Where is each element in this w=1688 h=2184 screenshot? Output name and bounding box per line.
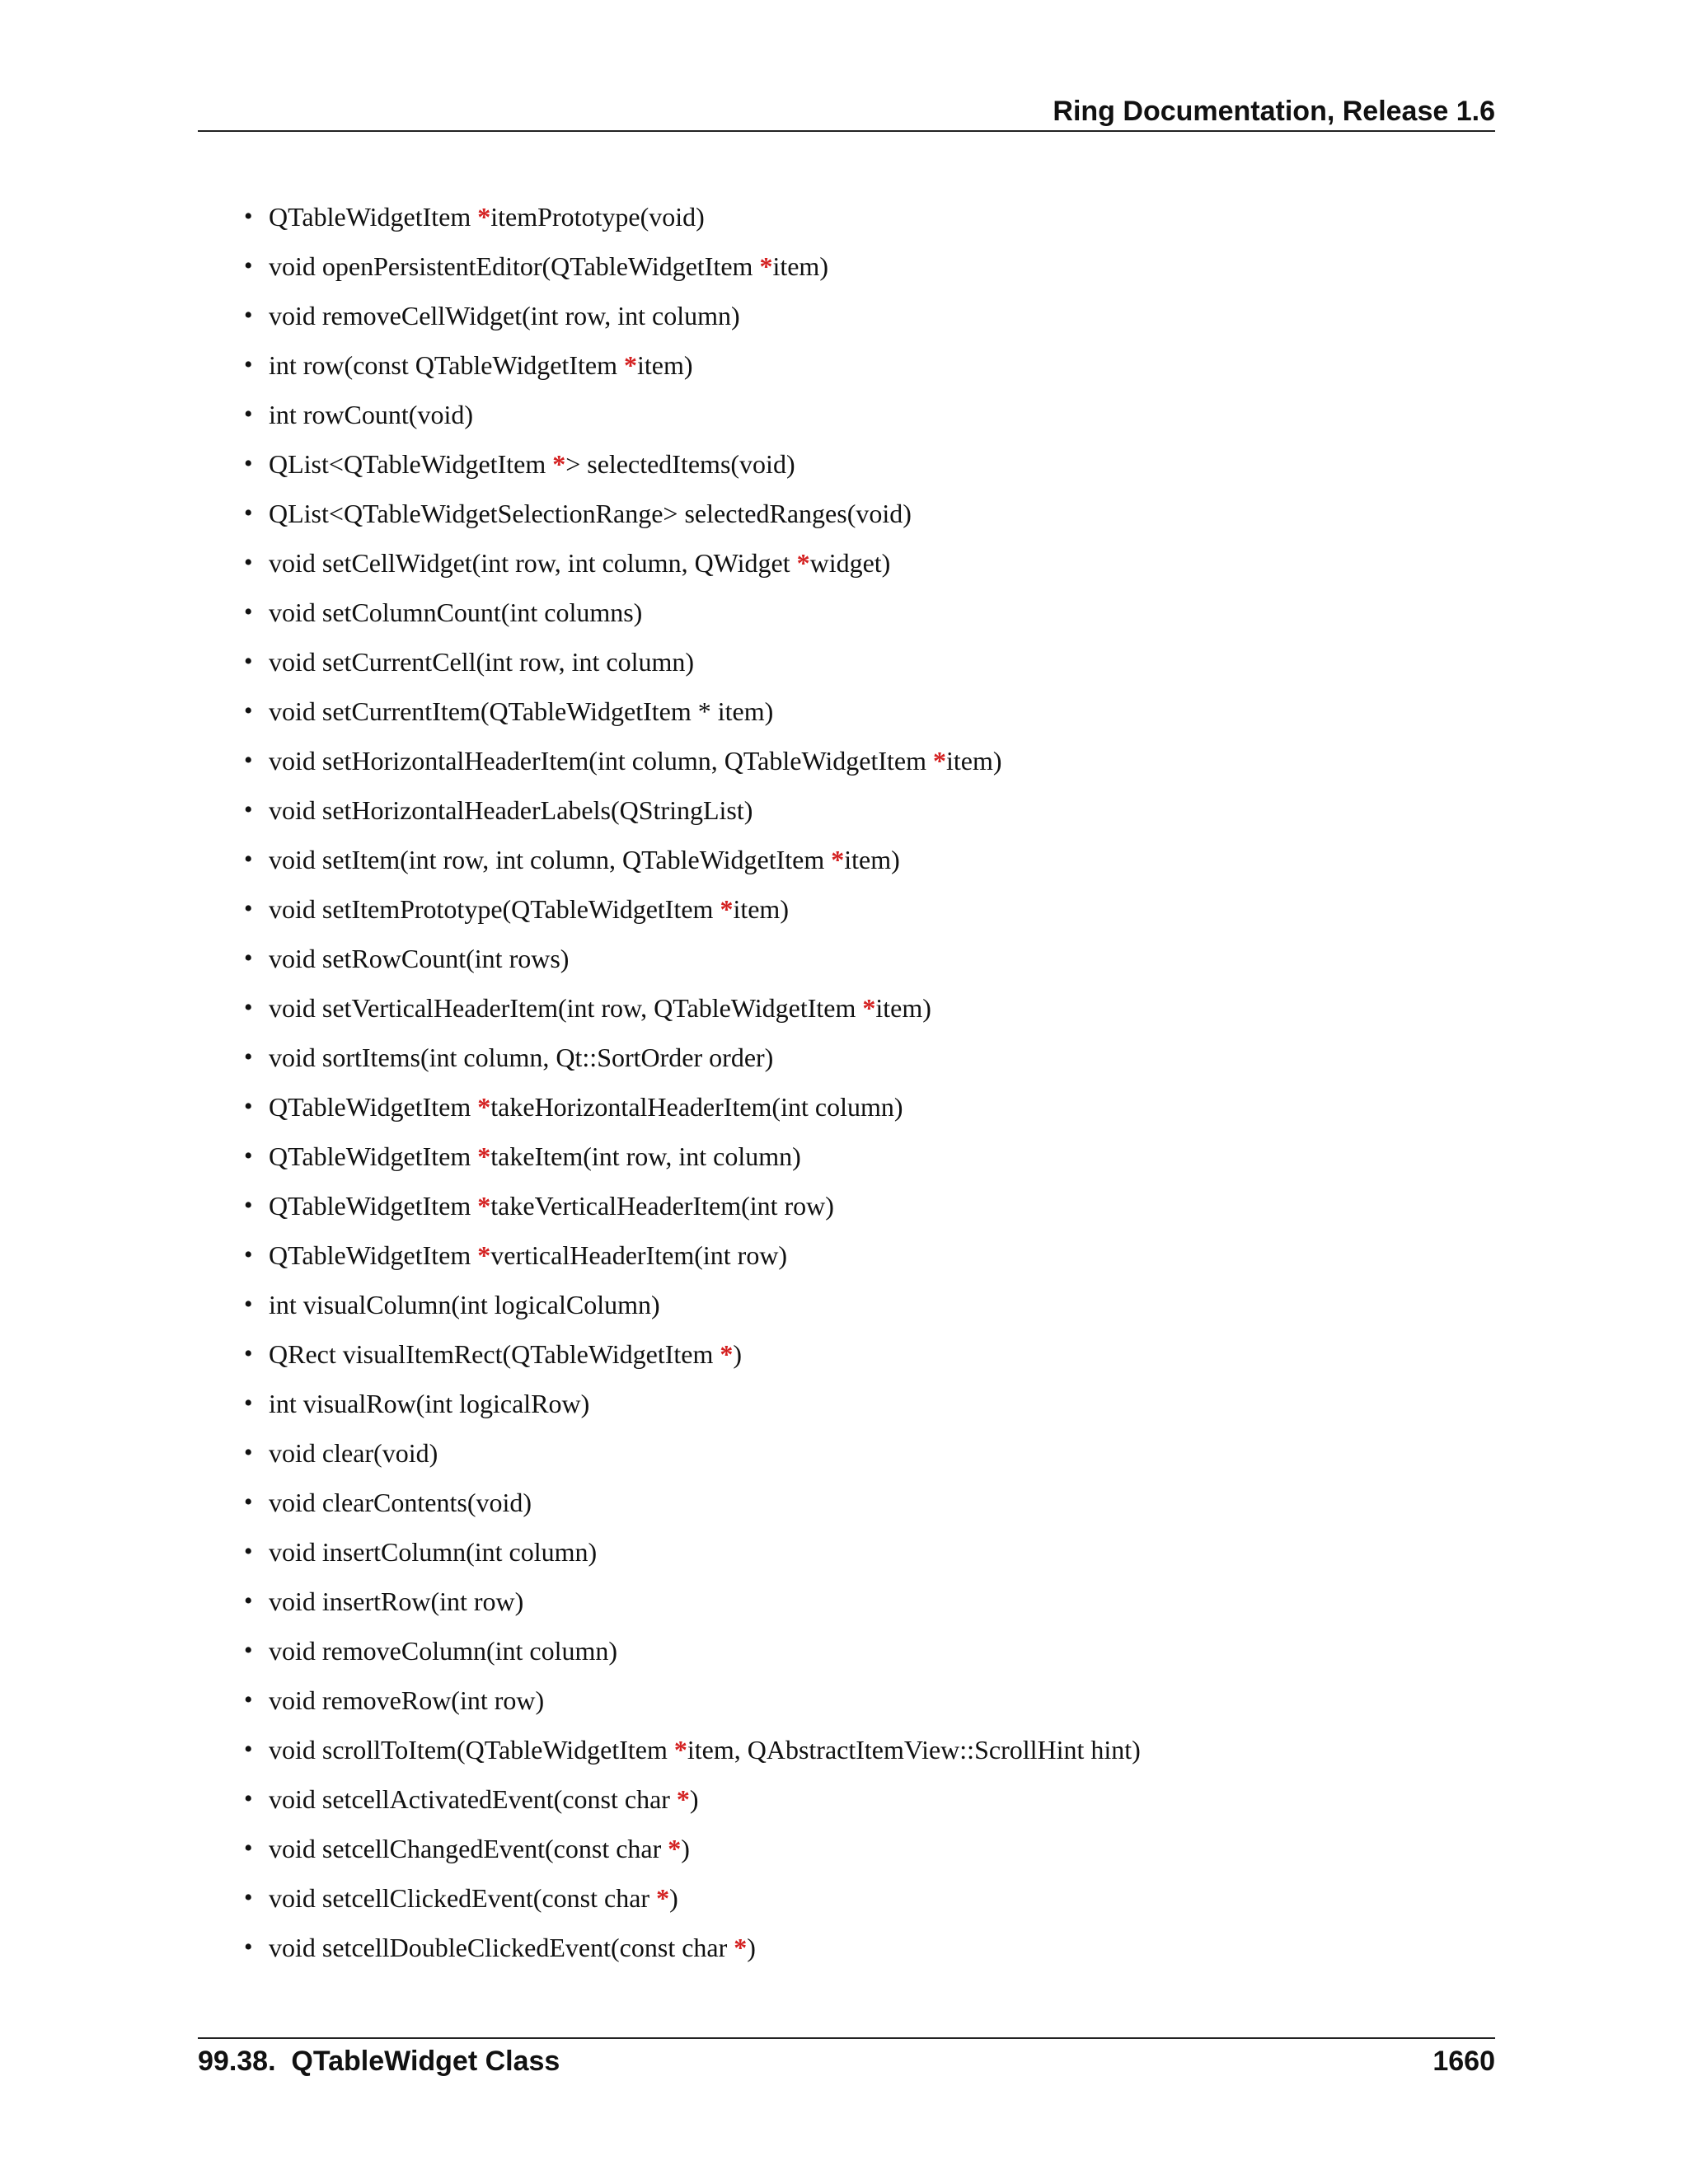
signature-text: void setHorizontalHeaderItem(int column, QTableWidgetItem (269, 746, 933, 776)
method-signature (269, 790, 753, 831)
bullet-icon: • (244, 944, 253, 972)
method-signature (269, 1630, 617, 1671)
bullet-icon: • (244, 1785, 253, 1812)
method-signature (269, 1383, 589, 1424)
signature-text: item, QAbstractItemView::ScrollHint hint) (687, 1735, 1141, 1765)
signature-text: void setcellDoubleClickedEvent(const char (269, 1933, 734, 1962)
bullet-icon: • (244, 1390, 253, 1417)
method-signature (269, 1877, 678, 1919)
pointer-asterisk: * (862, 993, 876, 1023)
bullet-icon: • (244, 697, 253, 724)
bullet-icon: • (244, 203, 253, 230)
method-signature (269, 1927, 756, 1968)
method-signature (269, 1729, 1141, 1770)
signature-text: takeHorizontalHeaderItem(int column) (490, 1092, 903, 1122)
bullet-icon: • (244, 499, 253, 527)
signature-text: int row(const QTableWidgetItem (269, 350, 625, 380)
header-rule (198, 130, 1495, 132)
method-signature (269, 542, 890, 583)
bullet-icon: • (244, 1439, 253, 1466)
method-signature (269, 1531, 597, 1572)
bullet-icon: • (244, 994, 253, 1021)
signature-text: void setcellClickedEvent(const char (269, 1883, 657, 1913)
signature-text: > selectedItems(void) (565, 449, 795, 479)
signature-text: void clearContents(void) (269, 1488, 532, 1517)
method-signature (269, 1581, 523, 1622)
signature-text: void sortItems(int column, Qt::SortOrder order) (269, 1043, 774, 1072)
signature-text: ) (733, 1339, 743, 1369)
signature-text: takeVerticalHeaderItem(int row) (490, 1191, 834, 1221)
pointer-asterisk: * (477, 1092, 491, 1122)
signature-text: ) (681, 1834, 690, 1863)
signature-text: void setCurrentCell(int row, int column) (269, 647, 695, 677)
method-signature (269, 1779, 699, 1820)
bullet-icon: • (244, 450, 253, 477)
method-signature (269, 443, 795, 485)
pointer-asterisk: * (673, 1735, 687, 1765)
bullet-icon: • (244, 401, 253, 428)
bullet-icon: • (244, 1241, 253, 1268)
signature-text: QTableWidgetItem (269, 1141, 478, 1171)
signature-text: void insertColumn(int column) (269, 1537, 598, 1567)
pointer-asterisk: * (831, 845, 845, 874)
signature-text: void clear(void) (269, 1438, 438, 1468)
bullet-icon: • (244, 796, 253, 823)
method-signature (269, 1482, 532, 1523)
signature-text: item) (945, 746, 1002, 776)
signature-text: void setColumnCount(int columns) (269, 598, 643, 627)
bullet-icon: • (244, 351, 253, 378)
bullet-icon: • (244, 895, 253, 922)
signature-text: QList<QTableWidgetSelectionRange> selectedRanges(void) (269, 499, 912, 528)
method-signature (269, 1086, 903, 1127)
bullet-icon: • (244, 1933, 253, 1961)
pointer-asterisk: * (796, 548, 810, 578)
signature-text: void setRowCount(int rows) (269, 944, 570, 973)
bullet-icon: • (244, 846, 253, 873)
signature-text: int visualColumn(int logicalColumn) (269, 1290, 660, 1319)
signature-text: int rowCount(void) (269, 400, 473, 429)
pointer-asterisk: * (624, 350, 638, 380)
bullet-icon: • (244, 1686, 253, 1713)
signature-text: void scrollToItem(QTableWidgetItem (269, 1735, 674, 1765)
method-signature (269, 592, 642, 633)
pointer-asterisk: * (932, 746, 946, 776)
pointer-asterisk: * (656, 1883, 670, 1913)
signature-text: verticalHeaderItem(int row) (490, 1240, 788, 1270)
bullet-icon: • (244, 1538, 253, 1565)
bullet-icon: • (244, 648, 253, 675)
signature-text: void setItem(int row, int column, QTableWidgetItem (269, 845, 832, 874)
signature-text: void setHorizontalHeaderLabels(QStringList) (269, 795, 753, 825)
pointer-asterisk: * (759, 251, 773, 281)
signature-text: widget) (809, 548, 891, 578)
bullet-icon: • (244, 1192, 253, 1219)
bullet-icon: • (244, 549, 253, 576)
method-signature (269, 1136, 801, 1177)
method-signature (269, 641, 694, 682)
signature-text: takeItem(int row, int column) (490, 1141, 801, 1171)
method-signature (269, 740, 1002, 781)
signature-text: void removeRow(int row) (269, 1685, 545, 1715)
pointer-asterisk: * (734, 1933, 748, 1962)
signature-text: void openPersistentEditor(QTableWidgetItem (269, 251, 760, 281)
signature-text: QTableWidgetItem (269, 1092, 478, 1122)
method-signature (269, 1680, 544, 1721)
method-signature (269, 493, 912, 534)
signature-text: void removeColumn(int column) (269, 1636, 618, 1666)
page-number: 1660 (1432, 2046, 1495, 2077)
pointer-asterisk: * (477, 202, 491, 232)
method-signature (269, 839, 900, 880)
bullet-icon: • (244, 1736, 253, 1763)
signature-text: void setCellWidget(int row, int column, QWidget (269, 548, 797, 578)
running-header-title: Ring Documentation, Release 1.6 (1053, 96, 1495, 127)
method-signature (269, 1828, 690, 1869)
bullet-icon: • (244, 302, 253, 329)
pointer-asterisk: * (552, 449, 566, 479)
method-signature (269, 1432, 438, 1474)
pointer-asterisk: * (720, 1339, 734, 1369)
signature-text: ) (669, 1883, 678, 1913)
pointer-asterisk: * (668, 1834, 682, 1863)
method-signature (269, 1235, 787, 1276)
bullet-icon: • (244, 252, 253, 279)
method-signature (269, 1333, 742, 1375)
bullet-icon: • (244, 1340, 253, 1367)
signature-text: void setcellActivatedEvent(const char (269, 1784, 677, 1814)
method-signature (269, 246, 828, 287)
bullet-icon: • (244, 1093, 253, 1120)
signature-text: item) (875, 993, 931, 1023)
bullet-icon: • (244, 1587, 253, 1615)
footer-section-title: 99.38. QTableWidget Class (198, 2046, 560, 2077)
bullet-icon: • (244, 598, 253, 626)
signature-text: void setItemPrototype(QTableWidgetItem (269, 894, 720, 924)
signature-text: item) (772, 251, 828, 281)
signature-text: void insertRow(int row) (269, 1586, 524, 1616)
pointer-asterisk: * (477, 1191, 491, 1221)
method-signature (269, 691, 773, 732)
signature-text: ) (689, 1784, 699, 1814)
method-signature (269, 394, 473, 435)
signature-text: void setVerticalHeaderItem(int row, QTableWidgetItem (269, 993, 863, 1023)
signature-text: item) (733, 894, 789, 924)
method-signature (269, 987, 931, 1029)
signature-text: ) (747, 1933, 756, 1962)
signature-text: void setCurrentItem(QTableWidgetItem * item) (269, 696, 774, 726)
method-signature (269, 938, 569, 979)
bullet-icon: • (244, 1142, 253, 1169)
footer-rule (198, 2037, 1495, 2039)
pointer-asterisk: * (477, 1240, 491, 1270)
bullet-icon: • (244, 1835, 253, 1862)
signature-text: itemPrototype(void) (490, 202, 705, 232)
signature-text: QTableWidgetItem (269, 1240, 478, 1270)
bullet-icon: • (244, 1488, 253, 1516)
method-signature (269, 888, 789, 930)
method-signature (269, 1185, 834, 1226)
method-signature (269, 196, 705, 237)
signature-text: item) (637, 350, 693, 380)
method-signature (269, 344, 693, 386)
signature-text: item) (844, 845, 900, 874)
signature-text: QTableWidgetItem (269, 1191, 478, 1221)
signature-text: void setcellChangedEvent(const char (269, 1834, 668, 1863)
bullet-icon: • (244, 1043, 253, 1071)
signature-text: QRect visualItemRect(QTableWidgetItem (269, 1339, 720, 1369)
bullet-icon: • (244, 1637, 253, 1664)
bullet-icon: • (244, 747, 253, 774)
bullet-icon: • (244, 1884, 253, 1911)
pointer-asterisk: * (477, 1141, 491, 1171)
signature-text: QList<QTableWidgetItem (269, 449, 553, 479)
pointer-asterisk: * (676, 1784, 690, 1814)
signature-text: void removeCellWidget(int row, int column) (269, 301, 740, 330)
method-signature (269, 295, 740, 336)
signature-text: QTableWidgetItem (269, 202, 478, 232)
method-signature (269, 1284, 660, 1325)
signature-text: int visualRow(int logicalRow) (269, 1389, 590, 1418)
pointer-asterisk: * (720, 894, 734, 924)
method-signature (269, 1037, 773, 1078)
bullet-icon: • (244, 1291, 253, 1318)
